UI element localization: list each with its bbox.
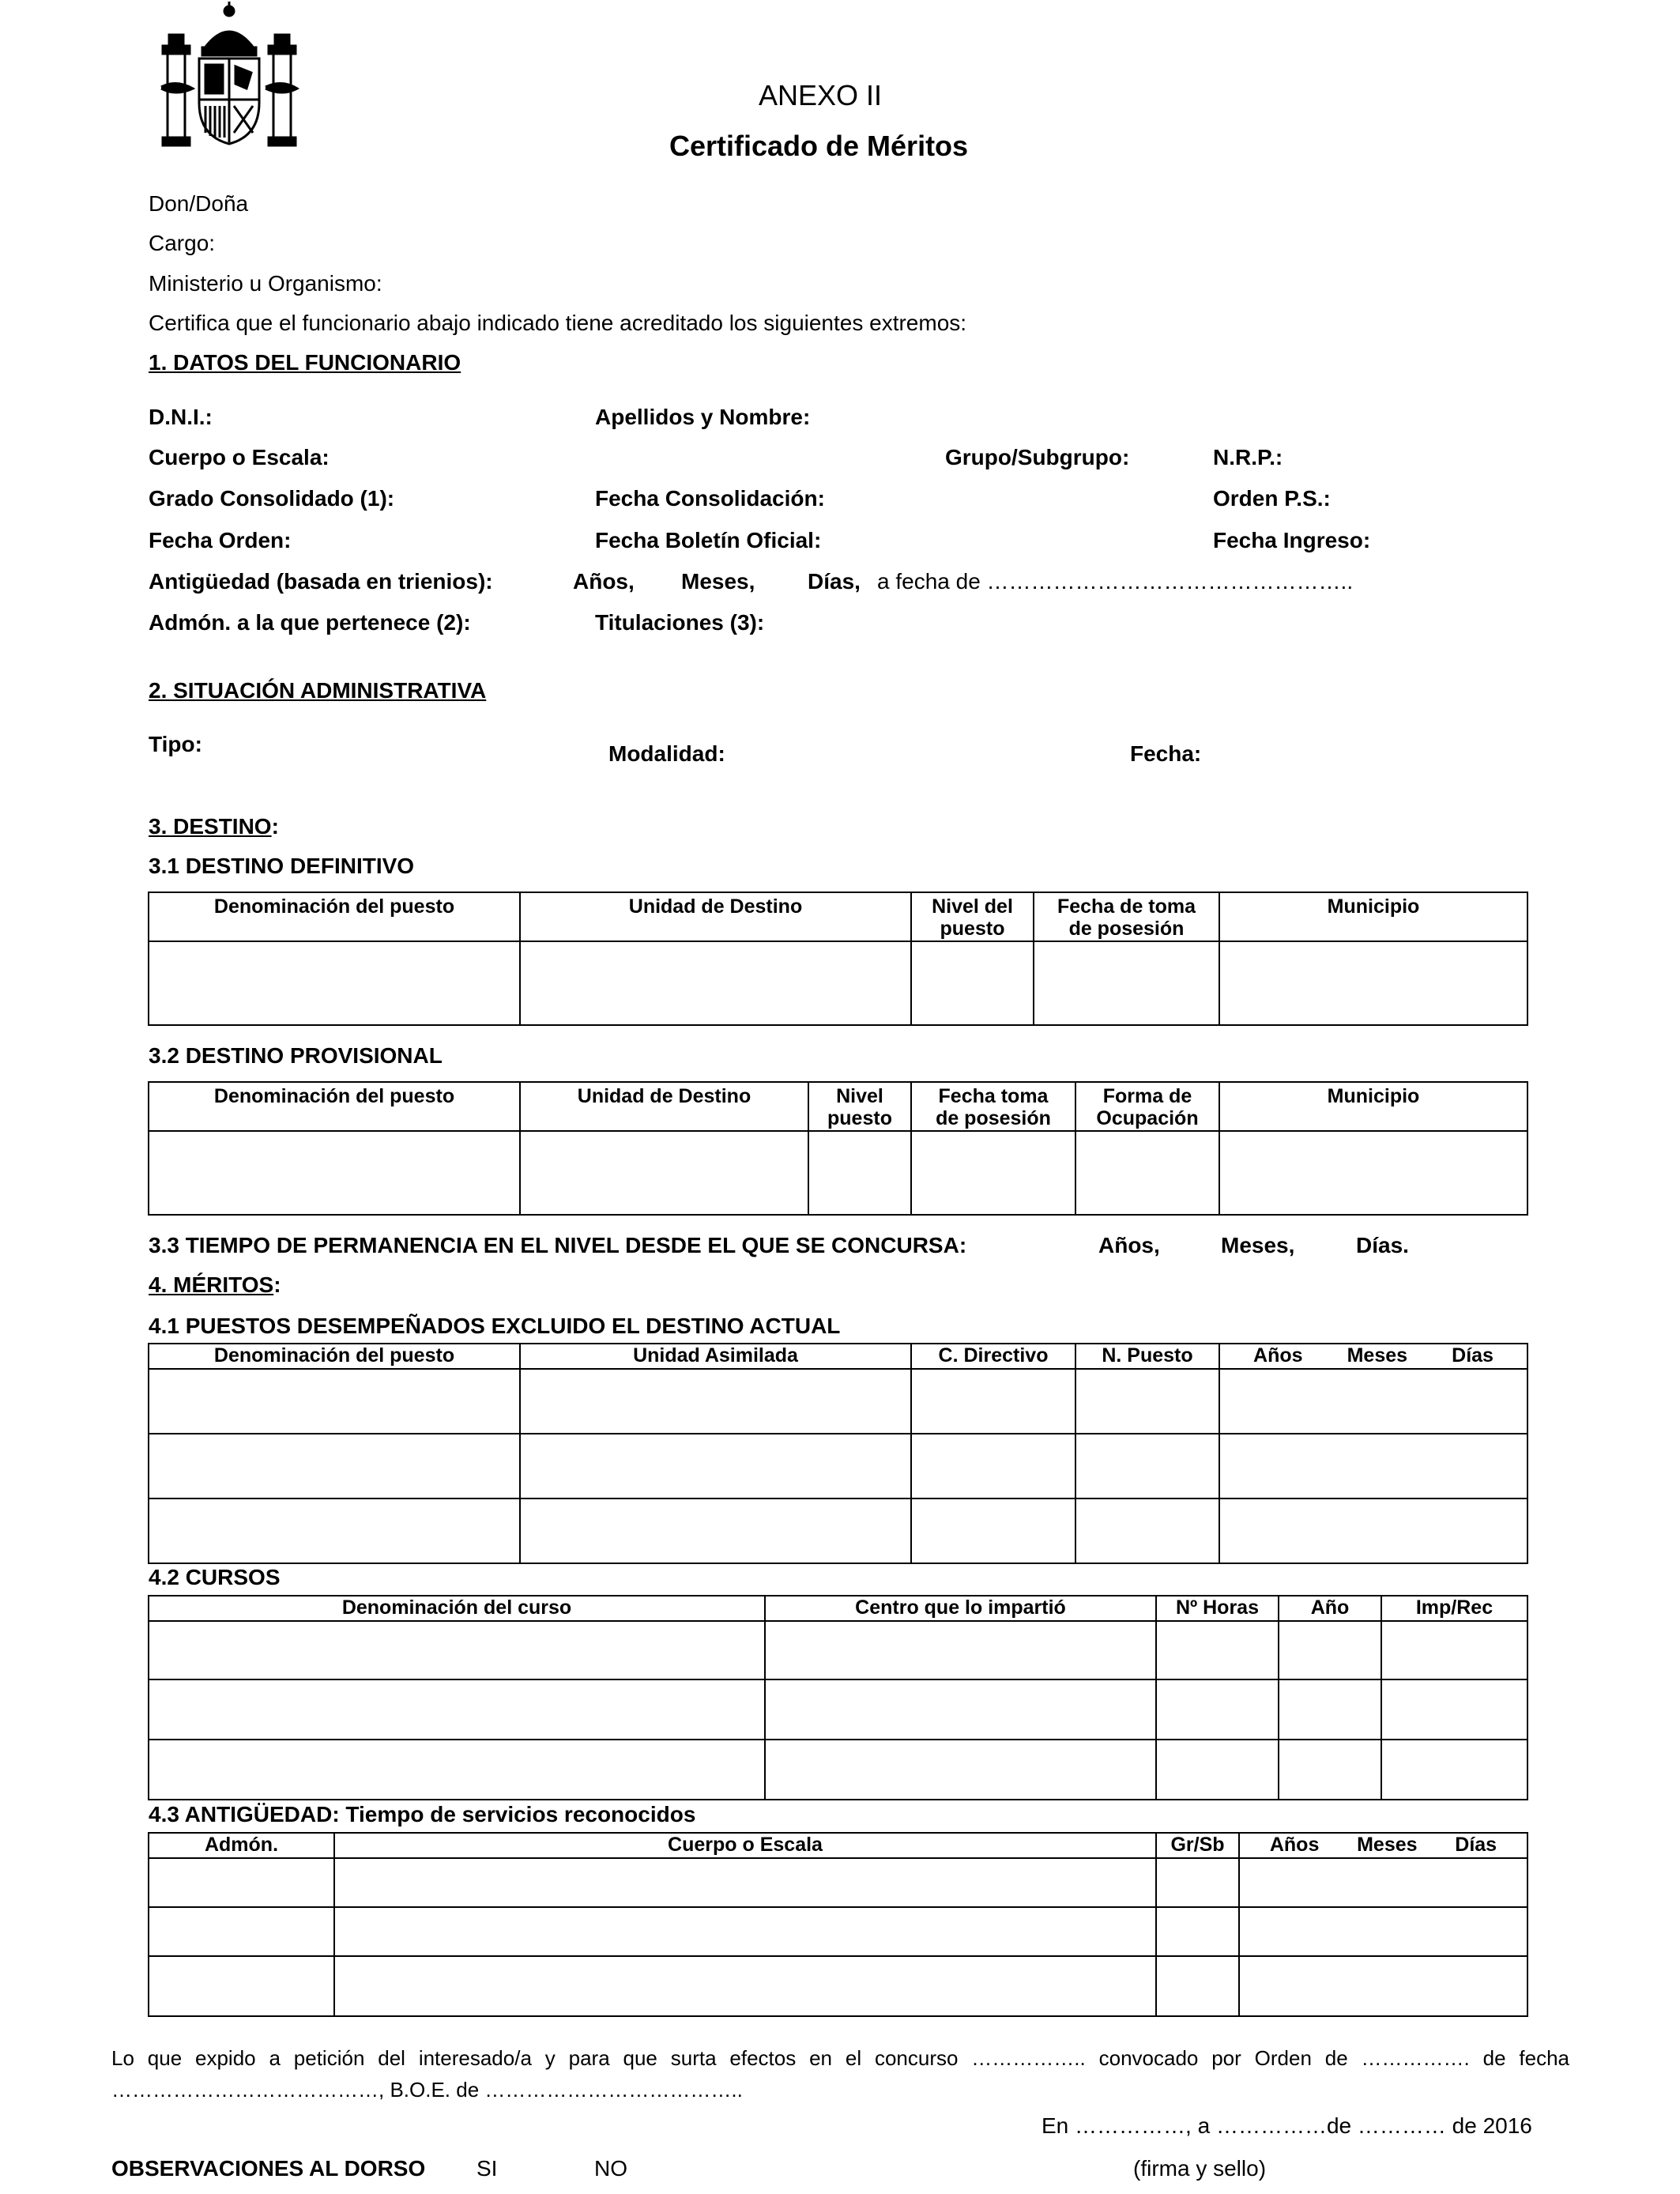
table-cell[interactable] xyxy=(520,1369,911,1434)
table-cell[interactable] xyxy=(765,1621,1156,1679)
col-nivel-puesto xyxy=(911,892,1034,941)
orden-ps-label: Orden P.S.: xyxy=(1213,486,1331,511)
table-cell[interactable] xyxy=(1239,1858,1527,1907)
admon-label: Admón. a la que pertenece (2): xyxy=(149,610,471,635)
col-anos: Años xyxy=(1269,1834,1320,1856)
col-forma-ocupacion xyxy=(1075,1082,1219,1131)
section-4-heading-text: 4. MÉRITOS xyxy=(149,1272,274,1297)
col-dias: Días xyxy=(1455,1834,1497,1856)
table-row xyxy=(149,1434,1527,1498)
table-cell[interactable] xyxy=(911,941,1034,1025)
table-cell[interactable] xyxy=(1156,1621,1279,1679)
col-admon: Admón. xyxy=(149,1833,334,1858)
table-cell[interactable] xyxy=(1156,1907,1239,1956)
tipo-label: Tipo: xyxy=(149,732,202,756)
section-4-heading xyxy=(149,1272,281,1298)
table-cell[interactable] xyxy=(334,1858,1156,1907)
col-fecha-toma xyxy=(911,1082,1075,1131)
col-nivel-line2: puesto xyxy=(827,1107,892,1129)
table-cell[interactable] xyxy=(334,1907,1156,1956)
cargo-label: Cargo: xyxy=(149,231,216,255)
fecha-boletin-label: Fecha Boletín Oficial: xyxy=(595,528,822,552)
table-cell[interactable] xyxy=(149,941,520,1025)
col-unidad-asimilada: Unidad Asimilada xyxy=(520,1344,911,1369)
col-denominacion-curso: Denominación del curso xyxy=(149,1596,765,1621)
observaciones-label: OBSERVACIONES AL DORSO xyxy=(111,2156,426,2181)
col-forma-line2: Ocupación xyxy=(1096,1107,1199,1129)
modalidad-label: Modalidad: xyxy=(608,741,725,766)
section-4-colon: : xyxy=(273,1272,281,1297)
table-row xyxy=(149,1679,1527,1740)
antiguedad-label: Antigüedad (basada en trienios): xyxy=(149,569,493,594)
nrp-label: N.R.P.: xyxy=(1213,445,1283,469)
col-fecha-toma xyxy=(1034,892,1219,941)
table-cell[interactable] xyxy=(1156,1956,1239,2016)
dni-label: D.N.I.: xyxy=(149,405,213,429)
col-nivel-line1: Nivel xyxy=(836,1085,883,1107)
apellidos-label: Apellidos y Nombre: xyxy=(595,405,811,429)
col-denominacion: Denominación del puesto xyxy=(149,1344,520,1369)
table-cell[interactable] xyxy=(149,1956,334,2016)
col-centro: Centro que lo impartió xyxy=(765,1596,1156,1621)
ministerio-label: Ministerio u Organismo: xyxy=(149,271,382,296)
table-cell[interactable] xyxy=(149,1621,765,1679)
destino-provisional-table xyxy=(148,1081,1528,1216)
fecha-label: Fecha: xyxy=(1130,741,1202,766)
table-cell[interactable] xyxy=(149,1907,334,1956)
col-unidad-destino: Unidad de Destino xyxy=(520,892,911,941)
col-fecha-toma-line1: Fecha toma xyxy=(938,1085,1049,1107)
table-cell[interactable] xyxy=(1279,1679,1381,1740)
col-ano: Año xyxy=(1279,1596,1381,1621)
section-3-heading-text: 3. DESTINO xyxy=(149,814,272,839)
antiguedad-fecha: a fecha de ………………………………………….. xyxy=(877,569,1354,594)
antiguedad-heading: 4.3 ANTIGÜEDAD: Tiempo de servicios reconocidos xyxy=(149,1802,696,1826)
table-cell[interactable] xyxy=(1156,1858,1239,1907)
table-cell[interactable] xyxy=(1219,941,1527,1025)
don-dona-label: Don/Doña xyxy=(149,191,249,216)
grado-label: Grado Consolidado (1): xyxy=(149,486,395,511)
table-cell[interactable] xyxy=(1075,1369,1219,1434)
firma-sello-label: (firma y sello) xyxy=(1133,2156,1267,2181)
col-municipio: Municipio xyxy=(1219,892,1527,941)
destino-definitivo-heading: 3.1 DESTINO DEFINITIVO xyxy=(149,854,415,878)
table-cell[interactable] xyxy=(149,1131,520,1215)
table-cell[interactable] xyxy=(911,1434,1075,1498)
table-cell[interactable] xyxy=(520,941,911,1025)
table-cell[interactable] xyxy=(1156,1679,1279,1740)
table-cell[interactable] xyxy=(1381,1740,1527,1800)
table-cell[interactable] xyxy=(149,1434,520,1498)
table-cell[interactable] xyxy=(1156,1740,1279,1800)
table-cell[interactable] xyxy=(1279,1740,1381,1800)
antiguedad-meses: Meses, xyxy=(681,569,755,594)
col-nivel-puesto xyxy=(808,1082,911,1131)
table-cell[interactable] xyxy=(765,1740,1156,1800)
col-amd-group xyxy=(1220,1344,1527,1367)
table-row xyxy=(149,1956,1527,2016)
permanencia-anos: Años, xyxy=(1098,1233,1160,1257)
titulaciones-label: Titulaciones (3): xyxy=(595,610,765,635)
document-title: Certificado de Méritos xyxy=(669,130,969,162)
col-meses: Meses xyxy=(1347,1344,1408,1367)
place-date-line: En ……………, a ……………de ………… de 2016 xyxy=(1042,2113,1532,2138)
table-cell[interactable] xyxy=(520,1131,808,1215)
table-row xyxy=(149,1131,1527,1215)
table-cell[interactable] xyxy=(1219,1131,1527,1215)
table-row xyxy=(149,1740,1527,1800)
fecha-consolidacion-label: Fecha Consolidación: xyxy=(595,486,825,511)
col-denominacion: Denominación del puesto xyxy=(149,1082,520,1131)
table-cell[interactable] xyxy=(1381,1679,1527,1740)
table-cell[interactable] xyxy=(1075,1131,1219,1215)
table-row xyxy=(149,1907,1527,1956)
table-cell[interactable] xyxy=(149,1498,520,1563)
table-cell[interactable] xyxy=(1279,1621,1381,1679)
destino-provisional-heading: 3.2 DESTINO PROVISIONAL xyxy=(149,1043,443,1068)
table-cell[interactable] xyxy=(1219,1369,1527,1434)
coat-of-arms-logo xyxy=(158,0,300,150)
table-cell[interactable] xyxy=(149,1858,334,1907)
table-cell[interactable] xyxy=(911,1369,1075,1434)
col-horas: Nº Horas xyxy=(1156,1596,1279,1621)
table-cell[interactable] xyxy=(911,1498,1075,1563)
col-c-directivo: C. Directivo xyxy=(911,1344,1075,1369)
table-cell[interactable] xyxy=(334,1956,1156,2016)
puestos-heading: 4.1 PUESTOS DESEMPEÑADOS EXCLUIDO EL DESTINO ACTUAL xyxy=(149,1314,841,1338)
col-anos-meses-dias xyxy=(1239,1833,1527,1858)
table-cell[interactable] xyxy=(149,1740,765,1800)
col-denominacion: Denominación del puesto xyxy=(149,892,520,941)
col-amd-group xyxy=(1240,1834,1527,1857)
col-forma-line1: Forma de xyxy=(1102,1085,1192,1107)
col-anos-meses-dias xyxy=(1219,1344,1527,1369)
table-cell[interactable] xyxy=(520,1498,911,1563)
table-row xyxy=(149,1498,1527,1563)
section-3-colon: : xyxy=(271,814,279,839)
table-cell[interactable] xyxy=(1075,1498,1219,1563)
fecha-orden-label: Fecha Orden: xyxy=(149,528,292,552)
col-cuerpo-escala: Cuerpo o Escala xyxy=(334,1833,1156,1858)
cursos-table xyxy=(148,1595,1528,1800)
table-row xyxy=(149,1369,1527,1434)
permanencia-dias: Días. xyxy=(1356,1233,1409,1257)
section-3-heading xyxy=(149,814,279,839)
table-cell[interactable] xyxy=(1219,1434,1527,1498)
antiguedad-table xyxy=(148,1832,1528,2017)
table-cell[interactable] xyxy=(1381,1621,1527,1679)
table-cell[interactable] xyxy=(1075,1434,1219,1498)
table-row xyxy=(149,1621,1527,1679)
puestos-table xyxy=(148,1343,1528,1564)
col-municipio: Municipio xyxy=(1219,1082,1527,1131)
antiguedad-dias: Días, xyxy=(808,569,861,594)
col-nivel-puesto-line2: puesto xyxy=(940,918,1005,940)
observaciones-no[interactable]: NO xyxy=(594,2156,627,2181)
permanencia-heading: 3.3 TIEMPO DE PERMANENCIA EN EL NIVEL DESDE EL QUE SE CONCURSA: xyxy=(149,1233,967,1257)
col-gr-sb: Gr/Sb xyxy=(1156,1833,1239,1858)
table-cell[interactable] xyxy=(1239,1907,1527,1956)
fecha-ingreso-label: Fecha Ingreso: xyxy=(1213,528,1371,552)
table-cell[interactable] xyxy=(1034,941,1219,1025)
table-cell[interactable] xyxy=(911,1131,1075,1215)
table-cell[interactable] xyxy=(520,1434,911,1498)
table-cell[interactable] xyxy=(1219,1498,1527,1563)
col-anos: Años xyxy=(1253,1344,1303,1367)
col-fecha-toma-line1: Fecha de toma xyxy=(1057,895,1196,918)
col-nivel-puesto-line1: Nivel del xyxy=(932,895,1013,918)
table-cell[interactable] xyxy=(149,1679,765,1740)
table-cell[interactable] xyxy=(1239,1956,1527,2016)
table-cell[interactable] xyxy=(149,1369,520,1434)
col-dias: Días xyxy=(1452,1344,1494,1367)
observaciones-si[interactable]: SI xyxy=(477,2156,498,2181)
col-n-puesto: N. Puesto xyxy=(1075,1344,1219,1369)
cuerpo-label: Cuerpo o Escala: xyxy=(149,445,330,469)
section-2-heading: 2. SITUACIÓN ADMINISTRATIVA xyxy=(149,678,487,703)
cursos-heading: 4.2 CURSOS xyxy=(149,1565,281,1589)
permanencia-meses: Meses, xyxy=(1221,1233,1295,1257)
col-meses: Meses xyxy=(1357,1834,1418,1856)
closing-statement: Lo que expido a petición del interesado/a y para que surta efectos en el concurso …………….. convocado por Orden de ……………. de fecha …………………………………, B.O.E. de ……………………………….. xyxy=(111,2046,1569,2102)
table-row xyxy=(149,941,1527,1025)
col-fecha-toma-line2: de posesión xyxy=(936,1107,1051,1129)
table-cell[interactable] xyxy=(765,1679,1156,1740)
section-1-heading: 1. DATOS DEL FUNCIONARIO xyxy=(149,350,461,375)
antiguedad-anos: Años, xyxy=(573,569,635,594)
destino-definitivo-table xyxy=(148,892,1528,1026)
grupo-label: Grupo/Subgrupo: xyxy=(945,445,1130,469)
certifica-text: Certifica que el funcionario abajo indicado tiene acreditado los siguientes extremos: xyxy=(149,311,967,335)
table-cell[interactable] xyxy=(808,1131,911,1215)
col-fecha-toma-line2: de posesión xyxy=(1068,918,1185,940)
table-row xyxy=(149,1858,1527,1907)
col-imp-rec: Imp/Rec xyxy=(1381,1596,1527,1621)
annex-title: ANEXO II xyxy=(759,79,883,111)
col-unidad-destino: Unidad de Destino xyxy=(520,1082,808,1131)
